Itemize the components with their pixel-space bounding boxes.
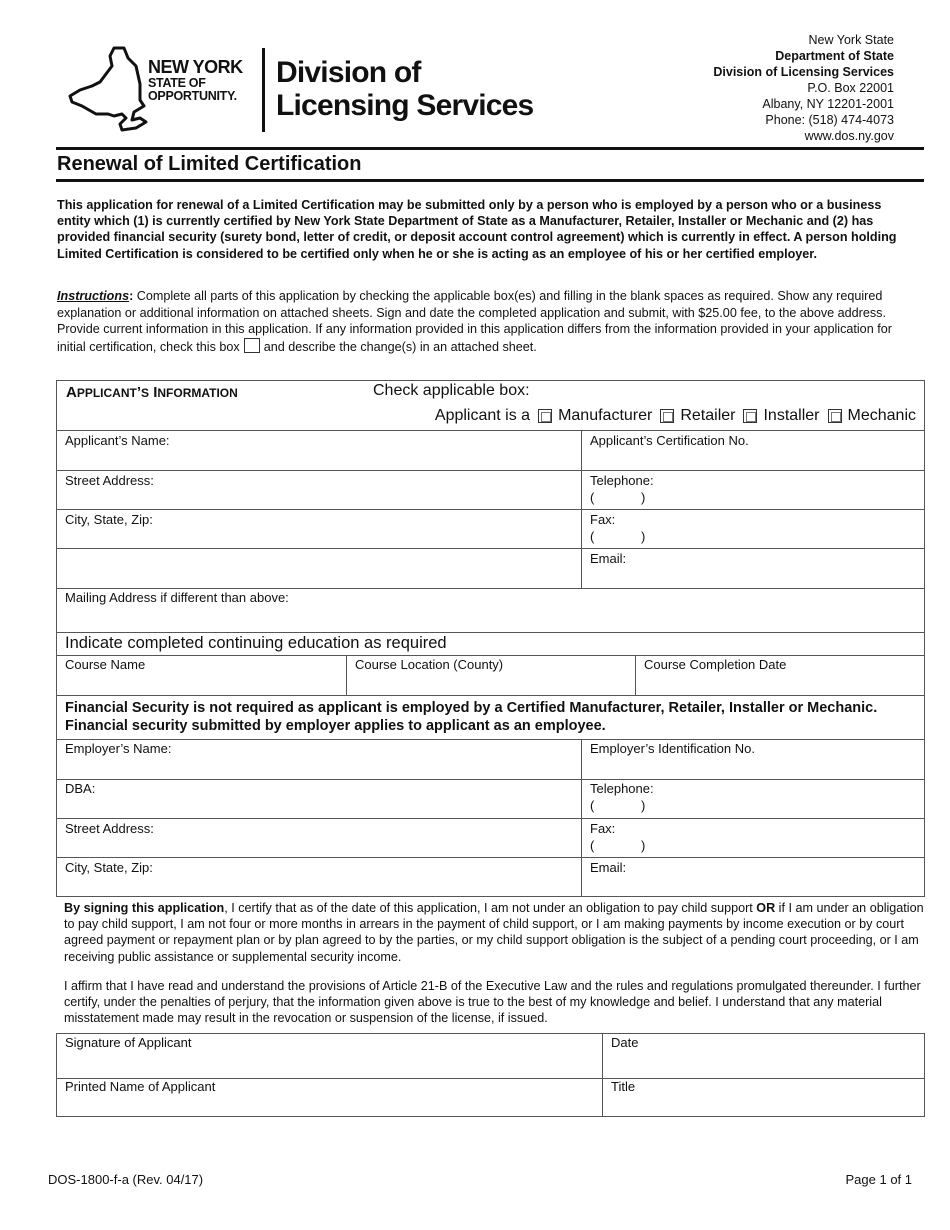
applicant-section-title (66, 384, 238, 401)
row-divider (56, 470, 925, 471)
page-number: Page 1 of 1 (845, 1172, 912, 1187)
column-divider (346, 655, 347, 695)
title-cap-i: I (149, 384, 158, 401)
certification-part1: , I certify that as of the date of this application, I am not under an obligation to pay child support (224, 901, 757, 915)
column-divider (581, 739, 582, 897)
title-rest-nformation: NFORMATION (157, 386, 238, 400)
employer-dba-field[interactable]: DBA: (65, 781, 96, 796)
signature-column-divider (602, 1033, 603, 1117)
financial-security-notice: Financial Security is not required as applicant is employed by a Certified Manufacturer, Retailer, Installer or Mechanic. Financial security submitted by employer applies to applicant as an employee. (65, 700, 878, 734)
title-rest-pplicant: PPLICANT (76, 386, 137, 400)
agency-address (713, 32, 894, 144)
applicant-is-label: Applicant is a (434, 407, 531, 424)
mechanic-checkbox[interactable] (828, 409, 842, 423)
employer-fax-paren-close: ) (641, 838, 646, 853)
row-divider (56, 857, 925, 858)
employer-telephone-paren-open: ( (590, 798, 595, 813)
retailer-label: Retailer (680, 407, 736, 424)
form-id: DOS-1800-f-a (Rev. 04/17) (48, 1172, 204, 1187)
manufacturer-checkbox[interactable] (538, 409, 552, 423)
applicant-fax-field[interactable]: Fax: (590, 512, 616, 527)
ny-wordmark (148, 58, 243, 103)
signature-field[interactable]: Signature of Applicant (65, 1035, 192, 1050)
division-title (276, 56, 533, 122)
course-location-field[interactable]: Course Location (County) (355, 657, 504, 672)
ny-wordmark-line1: NEW YORK (148, 57, 243, 77)
applicant-telephone-field[interactable]: Telephone: (590, 473, 654, 488)
installer-label: Installer (763, 407, 820, 424)
fax-paren-close: ) (641, 529, 646, 544)
telephone-paren-close: ) (641, 490, 646, 505)
fax-paren-open: ( (590, 529, 595, 544)
address-state: New York State (808, 33, 894, 47)
row-divider (56, 588, 925, 589)
division-title-line2: Licensing Services (276, 89, 534, 122)
form-title: Renewal of Limited Certification (57, 153, 362, 175)
mailing-address-field[interactable]: Mailing Address if different than above: (65, 590, 289, 605)
employer-id-field[interactable]: Employer’s Identification No. (590, 741, 755, 756)
division-title-line1: Division of (276, 56, 421, 89)
address-city: Albany, NY 12201-2001 (762, 97, 894, 111)
certification-lead: By signing this application (64, 901, 225, 915)
header-divider (56, 147, 924, 150)
instructions-text-end: and describe the change(s) in an attached sheet. (263, 339, 537, 354)
row-divider (56, 695, 925, 696)
title-rest-s: S (141, 386, 150, 400)
employer-city-field[interactable]: City, State, Zip: (65, 860, 153, 875)
address-division: Division of Licensing Services (713, 65, 894, 79)
course-name-field[interactable]: Course Name (65, 657, 146, 672)
row-divider (56, 430, 925, 431)
logo-divider (262, 48, 265, 132)
changes-checkbox[interactable] (244, 338, 260, 353)
row-divider (56, 632, 925, 633)
employer-street-field[interactable]: Street Address: (65, 821, 154, 836)
instructions-paragraph (57, 288, 923, 355)
row-divider (56, 779, 925, 780)
retailer-checkbox[interactable] (660, 409, 674, 423)
instructions-label: Instructions (57, 289, 130, 303)
applicant-cert-no-field[interactable]: Applicant’s Certification No. (590, 433, 749, 448)
date-field[interactable]: Date (611, 1035, 639, 1050)
affirmation-paragraph: I affirm that I have read and understand the provisions of Article 21-B of the Executive Law and the rules and regulations promulgated thereunder. I further certify, under the penalties of perjury, that the information given above is true to the best of my knowledge and belief. I understand that any material misstatement made may result in the revocation or suspension of the license, if issued. (64, 979, 921, 1026)
address-department: Department of State (775, 49, 894, 63)
row-divider (56, 818, 925, 819)
employer-fax-field[interactable]: Fax: (590, 821, 616, 836)
applicant-street-field[interactable]: Street Address: (65, 473, 154, 488)
employer-email-field[interactable]: Email: (590, 860, 627, 875)
continuing-ed-title: Indicate completed continuing education as required (65, 634, 447, 652)
certification-or: OR (756, 901, 776, 915)
ny-wordmark-line3: OPPORTUNITY. (148, 89, 237, 104)
address-po-box: P.O. Box 22001 (807, 81, 894, 95)
applicant-name-field[interactable]: Applicant’s Name: (65, 433, 170, 448)
employer-telephone-field[interactable]: Telephone: (590, 781, 654, 796)
instructions-text: Complete all parts of this application by checking the applicable box(es) and filling in the blank spaces as required. Show any required explanation or additional information on attached sheets. Sign and date the completed application and submit, with $25.00 fee, to the above address. Provide current information in this application. If any information provided in this application differs from the information provided in your application for initial certification, check this box (57, 289, 892, 354)
column-divider (581, 430, 582, 588)
intro-paragraph: This application for renewal of a Limited Certification may be submitted only by a person who is employed by a person who or a business entity which (1) is currently certified by New York State Department of State as a Manufacturer, Retailer, Installer or Mechanic and (2) has provided financial security (surety bond, letter of credit, or deposit account control agreement) which is currently in effect. A person holding Limited Certification is considered to be certified only when he or she is acting as an employee of his or her certified employer. (57, 198, 897, 261)
new-york-state-map-icon (66, 44, 148, 136)
title-apostrophe: ’ (136, 384, 142, 401)
employer-fax-paren-open: ( (590, 838, 595, 853)
employer-telephone-paren-close: ) (641, 798, 646, 813)
telephone-paren-open: ( (590, 490, 595, 505)
address-web: www.dos.ny.gov (804, 129, 894, 143)
title-cap-a: A (66, 384, 77, 401)
column-divider (635, 655, 636, 695)
ny-wordmark-line2: STATE OF (148, 76, 206, 90)
printed-name-field[interactable]: Printed Name of Applicant (65, 1079, 216, 1094)
manufacturer-label: Manufacturer (558, 407, 653, 424)
applicant-email-field[interactable]: Email: (590, 551, 627, 566)
agency-logo (66, 44, 546, 140)
row-divider (56, 548, 925, 549)
employer-name-field[interactable]: Employer’s Name: (65, 741, 172, 756)
row-divider (56, 509, 925, 510)
applicant-city-field[interactable]: City, State, Zip: (65, 512, 153, 527)
row-divider (56, 739, 925, 740)
instructions-colon: : (129, 289, 134, 303)
certification-part2: if I am under an obligation to pay child support, I am not four or more months in arrears in the payment of child support, or I am making payments by income execution or by court agreed payment or repayment plan or by plan agreed to by the parties, or my child support obligation is the subject of a pending court proceeding, or I am receiving public assistance or supplemental security income. (64, 901, 924, 964)
address-phone: Phone: (518) 474-4073 (765, 113, 894, 127)
check-applicable-label: Check applicable box: (373, 382, 530, 399)
title-divider (56, 179, 924, 182)
course-completion-date-field[interactable]: Course Completion Date (644, 657, 787, 672)
applicant-type-row (435, 407, 916, 425)
installer-checkbox[interactable] (743, 409, 757, 423)
mechanic-label: Mechanic (847, 407, 916, 424)
row-divider (56, 655, 925, 656)
title-field[interactable]: Title (611, 1079, 636, 1094)
child-support-certification (64, 900, 924, 965)
